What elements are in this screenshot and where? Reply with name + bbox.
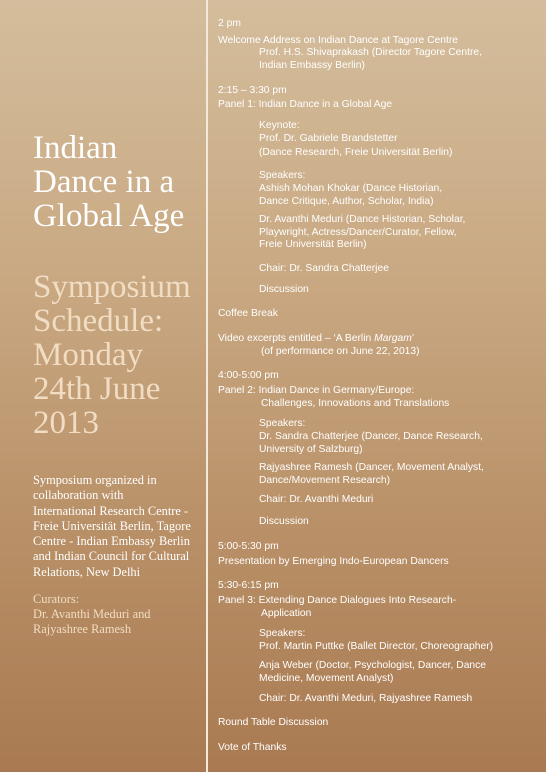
panel-2-title: Panel 2: Indian Dance in Germany/Europe: xyxy=(218,385,415,396)
panel-2-discussion: Discussion xyxy=(259,516,309,527)
panel-3-speaker-1: Prof. Martin Puttke (Ballet Director, Choreographer) xyxy=(259,641,494,652)
event-title: Indian Dance in a Global Age xyxy=(33,130,185,234)
presentation: Presentation by Emerging Indo-European Dancers xyxy=(218,556,449,567)
panel-3-subtitle: Application xyxy=(261,608,312,619)
coffee-break: Coffee Break xyxy=(218,308,278,319)
time-slot-1: 2 pm xyxy=(218,18,241,29)
panel-3-chair: Chair: Dr. Avanthi Meduri, Rajyashree Ramesh xyxy=(259,693,473,704)
time-slot-2: 2:15 – 3:30 pm xyxy=(218,85,287,96)
panel-1-discussion: Discussion xyxy=(259,284,309,295)
video-title: Margam xyxy=(374,333,412,344)
curators-names: Dr. Avanthi Meduri and Rajyashree Ramesh xyxy=(33,607,151,637)
time-slot-4: 5:00-5:30 pm xyxy=(218,541,279,552)
welcome-speaker: Prof. H.S. Shivaprakash (Director Tagore Centre, Indian Embassy Berlin) xyxy=(259,47,483,71)
panel-1-speakers-label: Speakers: xyxy=(259,170,306,181)
panel-2-chair: Chair: Dr. Avanthi Meduri xyxy=(259,494,374,505)
panel-3-speaker-2: Anja Weber (Doctor, Psychologist, Dancer, Dance Medicine, Movement Analyst) xyxy=(259,660,487,684)
organizer-text: Symposium organized in collaboration with International Research Centre - Freie Universität Berlin, Tagore Centre - Indian Embassy Berlin and Indian Council for Cultural Relations, New Delhi xyxy=(33,473,191,579)
keynote-speaker: Prof. Dr. Gabriele Brandstetter xyxy=(259,133,398,144)
video-excerpts xyxy=(218,333,540,346)
vote-of-thanks: Vote of Thanks xyxy=(218,742,287,753)
video-note: (of performance on June 22, 2013) xyxy=(261,346,420,357)
video-suffix: ’ xyxy=(411,333,415,344)
panel-1-speaker-2: Dr. Avanthi Meduri (Dance Historian, Scholar, Playwright, Actress/Dancer/Curator, Fellow, Freie Universität Berlin) xyxy=(259,214,466,251)
panel-1-speaker-1: Ashish Mohan Khokar (Dance Historian, Dance Critique, Author, Scholar, India) xyxy=(259,183,443,207)
panel-1-chair: Chair: Dr. Sandra Chatterjee xyxy=(259,263,389,274)
curators-label: Curators: xyxy=(33,592,80,606)
time-slot-5: 5:30-6:15 pm xyxy=(218,580,279,591)
video-prefix: Video excerpts entitled – ‘A Berlin xyxy=(218,333,375,344)
keynote-label: Keynote: xyxy=(259,120,300,131)
welcome-address: Welcome Address on Indian Dance at Tagore Centre xyxy=(218,35,459,46)
round-table: Round Table Discussion xyxy=(218,717,329,728)
panel-2-speaker-1: Dr. Sandra Chatterjee (Dancer, Dance Research, University of Salzburg) xyxy=(259,431,483,455)
time-slot-3: 4:00-5:00 pm xyxy=(218,370,279,381)
panel-3-speakers-label: Speakers: xyxy=(259,628,306,639)
schedule-heading: Symposium Schedule: Monday 24th June 2013 xyxy=(33,269,191,441)
panel-2-speaker-2: Rajyashree Ramesh (Dancer, Movement Analyst, Dance/Movement Research) xyxy=(259,462,484,486)
panel-1-title: Panel 1: Indian Dance in a Global Age xyxy=(218,99,393,110)
panel-2-speakers-label: Speakers: xyxy=(259,418,306,429)
keynote-affiliation: (Dance Research, Freie Universität Berlin) xyxy=(259,147,453,158)
panel-3-title: Panel 3: Extending Dance Dialogues Into Research- xyxy=(218,595,457,606)
panel-2-subtitle: Challenges, Innovations and Translations xyxy=(261,398,450,409)
